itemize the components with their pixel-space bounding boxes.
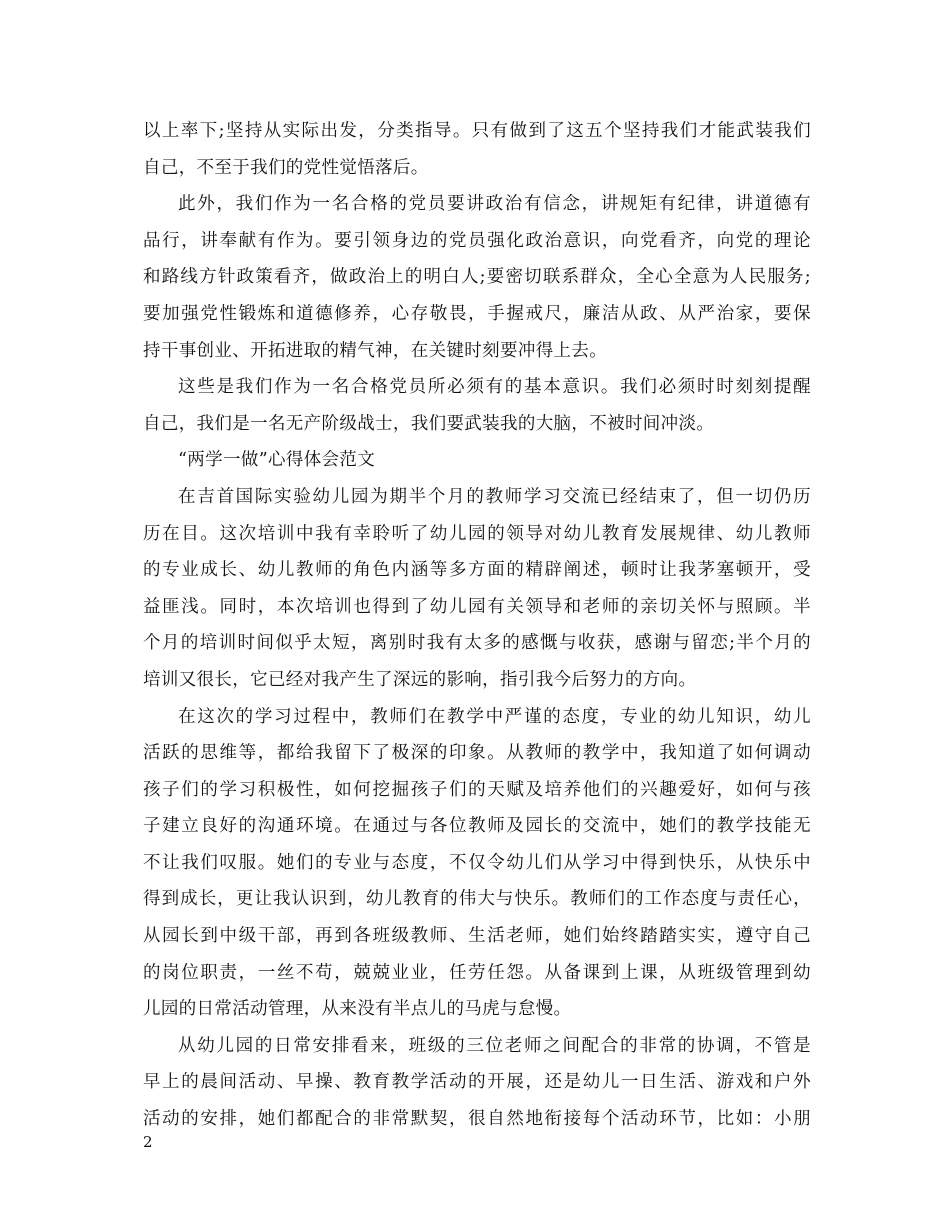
page-number: 2: [143, 1133, 153, 1151]
text-line: 不让我们叹服。她们的专业与态度，不仅令幼儿们从学习中得到快乐，从快乐中: [143, 852, 811, 873]
text-line: 孩子们的学习积极性，如何挖掘孩子们的天赋及培养他们的兴趣爱好，如何与孩: [143, 779, 811, 800]
paragraph: [143, 479, 811, 699]
text-line: 历在目。这次培训中我有幸聆听了幼儿园的领导对幼儿教育发展规律、幼儿教师: [143, 523, 811, 544]
text-line: 从幼儿园的日常安排看来，班级的三位老师之间配合的非常的协调，不管是: [178, 1035, 811, 1056]
text-line: 个月的培训时间似乎太短，离别时我有太多的感慨与收获，感谢与留恋;半个月的: [143, 633, 811, 654]
paragraph: [143, 113, 811, 186]
text-line: 的岗位职责，一丝不苟，兢兢业业，任劳任怨。从备课到上课，从班级管理到幼: [143, 962, 811, 983]
text-line: 益匪浅。同时，本次培训也得到了幼儿园有关领导和老师的亲切关怀与照顾。半: [143, 596, 811, 617]
text-line: 子建立良好的沟通环境。在通过与各位教师及园长的交流中，她们的教学技能无: [143, 816, 811, 837]
text-line: 在这次的学习过程中，教师们在教学中严谨的态度，专业的幼儿知识，幼儿: [178, 706, 811, 727]
paragraph: [143, 699, 811, 1028]
text-line: 品行，讲奉献有作为。要引领身边的党员强化政治意识，向党看齐，向党的理论: [143, 230, 811, 251]
text-line: 儿园的日常活动管理，从来没有半点儿的马虎与怠慢。: [143, 999, 572, 1020]
text-line: 以上率下;坚持从实际出发，分类指导。只有做到了这五个坚持我们才能武装我们: [143, 121, 811, 141]
text-line: 这些是我们作为一名合格党员所必须有的基本意识。我们必须时时刻刻提醒: [178, 377, 811, 398]
paragraph: [143, 1028, 811, 1138]
text-line: 早上的晨间活动、早操、教育教学活动的开展，还是幼儿一日生活、游戏和户外: [143, 1072, 811, 1093]
text-line: 的专业成长、幼儿教师的角色内涵等多方面的精辟阐述，顿时让我茅塞顿开，受: [143, 560, 811, 581]
text-line: 在吉首国际实验幼儿园为期半个月的教师学习交流已经结束了，但一切仍历: [178, 486, 811, 507]
paragraph: [143, 186, 811, 369]
text-line: 自己，我们是一名无产阶级战士，我们要武装我的大脑，不被时间冲淡。: [143, 413, 715, 434]
text-line: 和路线方针政策看齐，做政治上的明白人;要密切联系群众，全心全意为人民服务;: [143, 267, 811, 288]
text-line: “两学一做”心得体会范文: [178, 450, 376, 471]
text-line: 得到成长，更让我认识到，幼儿教育的伟大与快乐。教师们的工作态度与责任心，: [143, 889, 811, 910]
text-line: 从园长到中级干部，再到各班级教师、生活老师，她们始终踏踏实实，遵守自己: [143, 926, 811, 947]
text-line: 培训又很长，它已经对我产生了深远的影响，指引我今后努力的方向。: [143, 669, 697, 690]
text-line: 活动的安排，她们都配合的非常默契，很自然地衔接每个活动环节，比如：小朋: [143, 1109, 811, 1130]
text-line: 自己，不至于我们的党性觉悟落后。: [143, 157, 429, 178]
text-line: 活跃的思维等，都给我留下了极深的印象。从教师的教学中，我知道了如何调动: [143, 743, 811, 764]
document-body: [143, 113, 811, 1138]
paragraph: [143, 442, 811, 479]
text-line: 持干事创业、开拓进取的精气神，在关键时刻要冲得上去。: [143, 340, 608, 361]
text-line: 要加强党性锻炼和道德修养，心存敬畏，手握戒尺，廉洁从政、从严治家，要保: [143, 303, 811, 324]
paragraph: [143, 369, 811, 442]
text-line: 此外，我们作为一名合格的党员要讲政治有信念，讲规矩有纪律，讲道德有: [178, 194, 811, 215]
